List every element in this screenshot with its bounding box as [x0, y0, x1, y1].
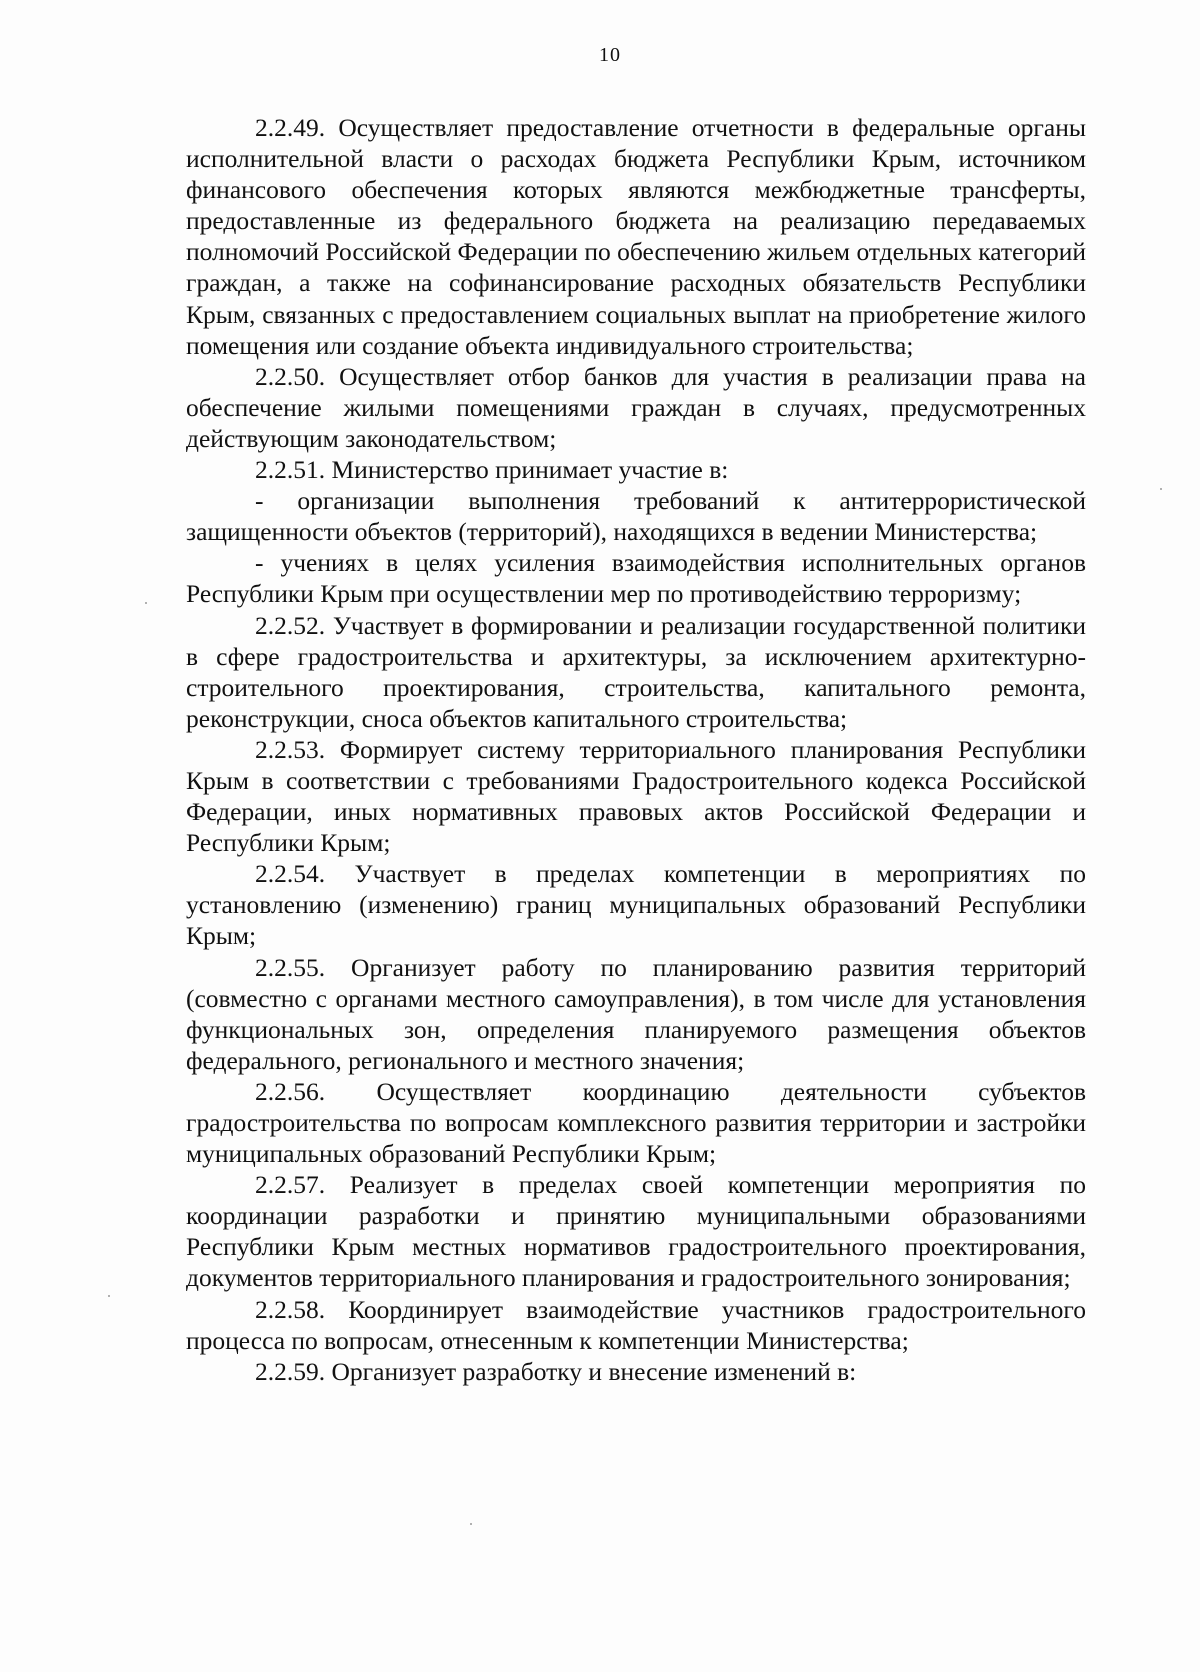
paragraph-2-2-54: 2.2.54. Участвует в пределах компетенции в мероприятиях по установлению (изменению) границ муниципальных образований Республики Крым; [186, 859, 1086, 951]
paragraph-2-2-59: 2.2.59. Организует разработку и внесение изменений в: [255, 1356, 857, 1386]
paragraph-2-2-57: 2.2.57. Реализует в пределах своей компетенции мероприятия по координации разработки и принятию муниципальными образованиями Республики Крым местных нормативов градостроительного проектирования, документов территориального планирования и градостроительного зонирования; [186, 1170, 1086, 1293]
scan-speck [470, 1523, 472, 1525]
paragraph-2-2-51: 2.2.51. Министерство принимает участие в: [255, 455, 729, 485]
paragraph-2-2-55: 2.2.55. Организует работу по планированию развития территорий (совместно с органами местного самоуправления), в том числе для установления функциональных зон, определения планируемого размещения объектов федерального, регионального и местного значения; [186, 952, 1086, 1075]
scan-speck [145, 602, 147, 604]
paragraph-2-2-58: 2.2.58. Координирует взаимодействие участников градостроительного процесса по вопросам, отнесенным к компетенции Министерства; [186, 1294, 1086, 1355]
scan-speck [1160, 488, 1162, 490]
paragraph-2-2-50: 2.2.50. Осуществляет отбор банков для участия в реализации права на обеспечение жилыми помещениями граждан в случаях, предусмотренных действующим законодательством; [186, 361, 1086, 453]
scan-speck [108, 1295, 110, 1297]
paragraph-2-2-52: 2.2.52. Участвует в формировании и реализации государственной политики в сфере градостроительства и архитектуры, за исключением архитектурно-строительного проектирования, строительства, капитального ремонта, реконструкции, сноса объектов капитального строительства; [186, 610, 1086, 733]
page-number: 10 [599, 44, 621, 66]
paragraph-2-2-56: 2.2.56. Осуществляет координацию деятельности субъектов градостроительства по вопросам комплексного развития территории и застройки муниципальных образований Республики Крым; [186, 1076, 1086, 1169]
document-body [186, 112, 1086, 1387]
list-item-exercises: - учениях в целях усиления взаимодействия исполнительных органов Республики Крым при осуществлении мер по противодействию терроризму; [186, 548, 1086, 609]
list-item-antiterror: - организации выполнения требований к антитеррористической защищенности объектов (территорий), находящихся в ведении Министерства; [186, 486, 1086, 547]
paragraph-2-2-49: 2.2.49. Осуществляет предоставление отчетности в федеральные органы исполнительной власти о расходах бюджета Республики Крым, источником финансового обеспечения которых являются межбюджетные трансферты, предоставленные из федерального бюджета на реализацию передаваемых полномочий Российской Федерации по обеспечению жильем отдельных категорий граждан, а также на софинансирование расходных обязательств Республики Крым, связанных с предоставлением социальных выплат на приобретение жилого помещения или создание объекта индивидуального строительства; [186, 113, 1086, 360]
paragraph-2-2-53: 2.2.53. Формирует систему территориального планирования Республики Крым в соответствии с требованиями Градостроительного кодекса Российской Федерации, иных нормативных правовых актов Российской Федерации и Республики Крым; [186, 734, 1086, 858]
